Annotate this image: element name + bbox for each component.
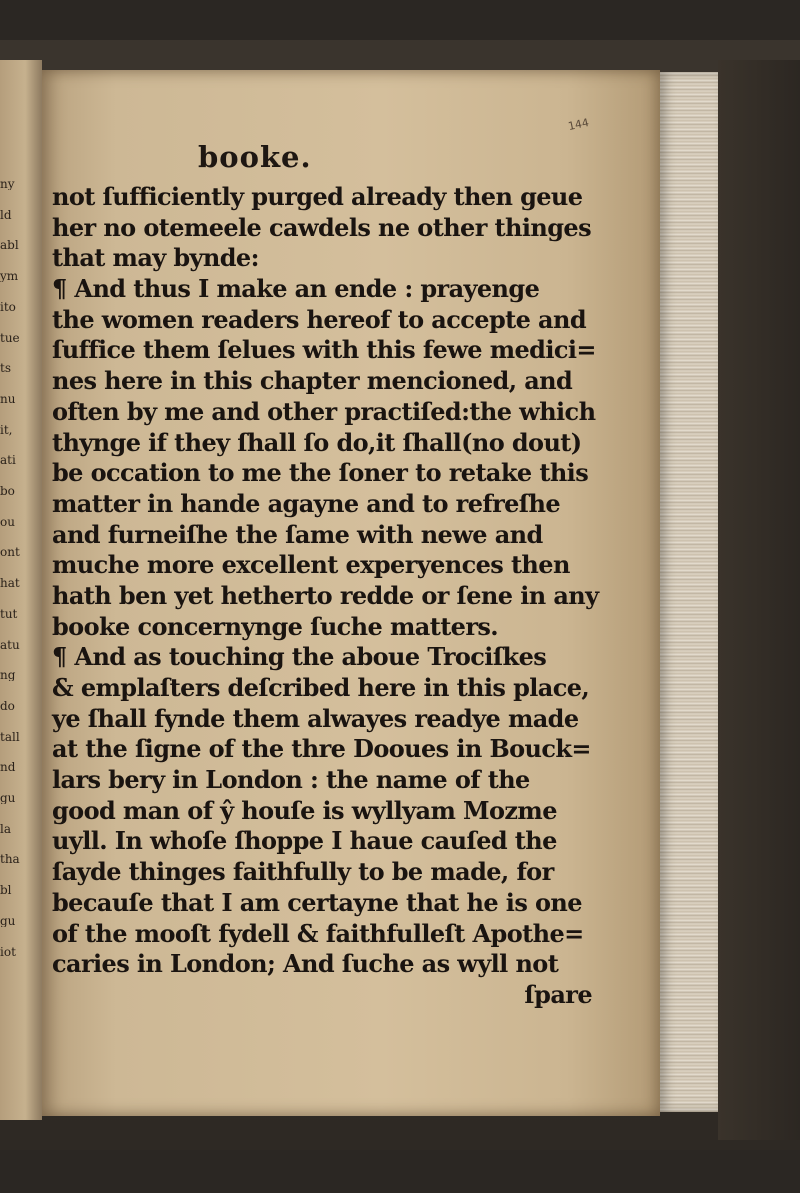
text-line: ſayde thinges faithfully to be made, for bbox=[52, 857, 554, 887]
margin-pencil-note: 144 bbox=[566, 115, 591, 134]
previous-page-fragment: ny bbox=[0, 178, 15, 190]
text-line: not ſufficiently purged already then geue bbox=[52, 182, 583, 211]
previous-page-fragment: tha bbox=[0, 853, 20, 866]
text-line: ¶ And thus I make an ende : prayenge bbox=[52, 274, 540, 304]
previous-page-fragment: iot bbox=[0, 945, 16, 958]
text-line: often by me and other practiſed:the which bbox=[52, 396, 596, 426]
text-line: that may bynde: bbox=[52, 243, 259, 273]
text-line: lars bery in London : the name of the bbox=[52, 765, 530, 795]
previous-page-fragment: ts bbox=[0, 362, 11, 375]
previous-page-fragment: tall bbox=[0, 730, 20, 743]
previous-page-fragment: do bbox=[0, 699, 15, 712]
text-line: hath ben yet hetherto redde or ſene in any bbox=[52, 580, 599, 610]
previous-page-fragment: tut bbox=[0, 607, 18, 620]
previous-page-fragment: gu bbox=[0, 792, 16, 804]
text-line: thynge if they ſhall ſo do,it ſhall(no dout) bbox=[52, 427, 582, 457]
page-body-text bbox=[52, 182, 642, 1011]
text-line: the women readers hereof to accepte and bbox=[52, 304, 587, 334]
page-fore-edge bbox=[660, 72, 718, 1112]
previous-page-fragment: gu bbox=[0, 914, 16, 927]
text-line: at the ſigne of the thre Dooues in Bouck= bbox=[52, 734, 591, 764]
previous-page-fragment: nu bbox=[0, 392, 16, 405]
previous-page-fragment: it, bbox=[0, 423, 13, 436]
previous-page-fragment: hat bbox=[0, 577, 20, 590]
previous-page-edge bbox=[0, 60, 42, 1120]
previous-page-fragment: bo bbox=[0, 485, 15, 497]
previous-page-fragment: tue bbox=[0, 331, 20, 344]
text-line: caries in London; And ſuche as wyll not bbox=[52, 949, 559, 979]
book-cover-edge bbox=[718, 60, 800, 1140]
previous-page-fragment: la bbox=[0, 822, 11, 835]
catchword: ſpare bbox=[524, 979, 592, 1009]
text-line: of the mooſt fydell & faithfulleſt Apothe= bbox=[52, 918, 584, 948]
previous-page-fragment: ng bbox=[0, 669, 16, 682]
previous-page-fragment: ito bbox=[0, 300, 16, 313]
previous-page-fragment: abl bbox=[0, 239, 19, 252]
previous-page-fragment: atu bbox=[0, 638, 20, 651]
text-line: nes here in this chapter mencioned, and bbox=[52, 366, 573, 396]
text-line: muche more excellent experyences then bbox=[52, 550, 570, 580]
text-line: becauſe that I am certayne that he is one bbox=[52, 887, 582, 917]
text-line: and furneiſhe the ſame with newe and bbox=[52, 519, 543, 549]
text-line: good man of ŷ houſe is wyllyam Mozme bbox=[52, 795, 557, 825]
text-line: & emplaſters deſcribed here in this place, bbox=[52, 673, 590, 702]
previous-page-fragment: ym bbox=[0, 270, 19, 283]
text-line: ſuffice them ſelues with this fewe medici= bbox=[52, 335, 596, 365]
text-line: be occation to me the ſoner to retake this bbox=[52, 458, 589, 488]
previous-page-fragment: bl bbox=[0, 884, 12, 897]
previous-page-fragment: ati bbox=[0, 454, 16, 467]
previous-page-fragment: ont bbox=[0, 546, 20, 559]
text-line: uyll. In whoſe ſhoppe I haue cauſed the bbox=[52, 826, 557, 856]
previous-page-fragment: nd bbox=[0, 761, 16, 774]
text-line: ye ſhall fynde them alwayes readye made bbox=[52, 703, 579, 733]
text-line: matter in hande agayne and to refreſhe bbox=[52, 488, 561, 518]
running-head: booke. bbox=[198, 140, 312, 174]
text-line: ¶ And as touching the aboue Trociſkes bbox=[52, 642, 547, 672]
previous-page-fragment: ou bbox=[0, 515, 15, 528]
text-line: her no otemeele cawdels ne other thinges bbox=[52, 212, 591, 242]
previous-page-fragment: ld bbox=[0, 208, 12, 221]
text-line: booke concernynge ſuche matters. bbox=[52, 611, 499, 641]
